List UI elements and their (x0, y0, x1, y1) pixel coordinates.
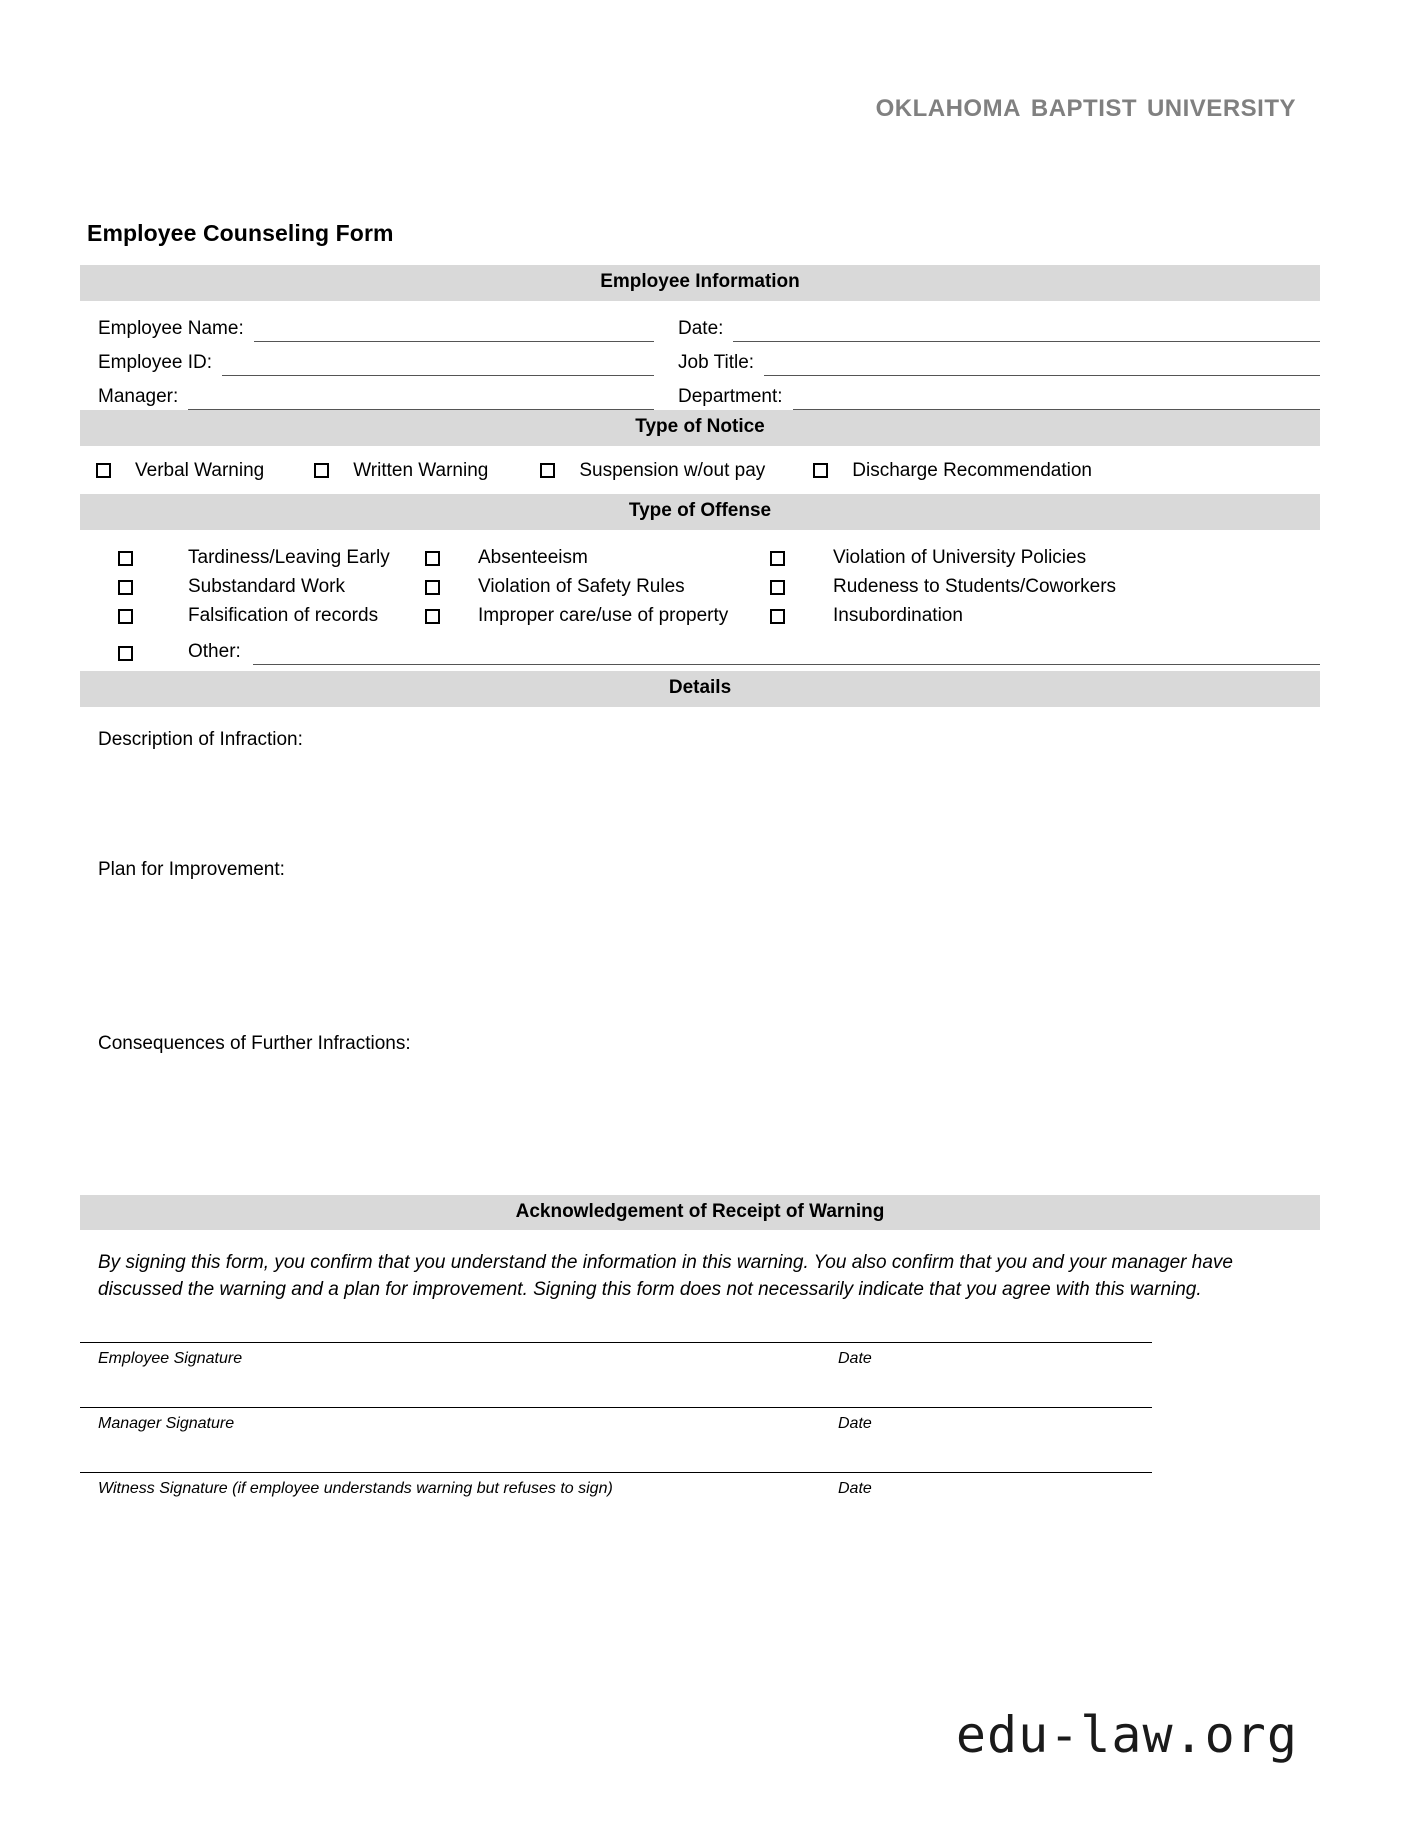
checkbox-option-other[interactable] (80, 631, 1320, 665)
checkbox-icon[interactable] (770, 580, 785, 595)
manager-field[interactable] (98, 386, 678, 410)
checkbox-icon[interactable] (118, 609, 133, 624)
form-body (80, 220, 1320, 1498)
checkbox-icon[interactable] (314, 463, 329, 478)
employee-id-input[interactable] (222, 353, 654, 376)
employee-signature-label: Employee Signature (98, 1350, 243, 1368)
type-of-offense-options (80, 530, 1320, 671)
employee-name-field[interactable] (98, 318, 678, 342)
checkbox-option-rudeness-to-students-coworkers[interactable] (770, 576, 1320, 598)
consequences-of-further-infractions-label: Consequences of Further Infractions: (98, 1032, 411, 1054)
manager-signature-block (80, 1407, 1320, 1433)
signature-gap (80, 1368, 1320, 1407)
other-offense-input[interactable] (253, 642, 1320, 665)
signature-gap (80, 1433, 1320, 1472)
watermark: edu-law.org (955, 1706, 1298, 1764)
checkbox-label: Insubordination (833, 605, 963, 627)
employee-id-field[interactable] (98, 352, 678, 376)
university-name: oklahoma baptist university (875, 86, 1296, 124)
employee-name-label: Employee Name: (98, 317, 244, 339)
signature-labels (80, 1408, 1320, 1433)
description-of-infraction-label: Description of Infraction: (98, 728, 303, 750)
witness-signature-block (80, 1472, 1320, 1498)
checkbox-label: Violation of University Policies (833, 547, 1087, 569)
checkbox-label: Falsification of records (188, 605, 379, 627)
type-of-notice-options (80, 446, 1320, 494)
checkbox-option-substandard-work[interactable] (80, 576, 425, 598)
checkbox-icon[interactable] (770, 609, 785, 624)
offense-row (80, 602, 1320, 631)
acknowledgement-body-text: By signing this form, you confirm that you understand the information in this warning. You also confirm that you and your manager have discussed the warning and a plan for improvement. Signing this form does not necessarily indicate that you agree with this warning. (98, 1252, 1233, 1301)
employee-signature-date-label: Date (838, 1350, 872, 1368)
section-header-employee-information: Employee Information (80, 265, 1320, 301)
checkbox-label: Improper care/use of property (478, 605, 729, 627)
checkbox-option-written-warning[interactable] (314, 460, 488, 482)
checkbox-option-tardiness-leaving-early[interactable] (80, 547, 425, 569)
checkbox-option-absenteeism[interactable] (425, 547, 770, 569)
offense-row (80, 573, 1320, 602)
info-row (80, 376, 1320, 410)
witness-signature-label: Witness Signature (if employee understands warning but refuses to sign) (98, 1480, 613, 1498)
signature-blocks (80, 1304, 1320, 1498)
checkbox-label: Absenteeism (478, 547, 588, 569)
signature-labels (80, 1343, 1320, 1368)
signature-labels (80, 1473, 1320, 1498)
manager-signature-label: Manager Signature (98, 1415, 235, 1433)
checkbox-label: Suspension w/out pay (579, 459, 766, 481)
manager-input[interactable] (188, 387, 654, 410)
job-title-input[interactable] (764, 353, 1320, 376)
employee-id-label: Employee ID: (98, 351, 213, 373)
job-title-label: Job Title: (678, 351, 755, 373)
checkbox-label: Tardiness/Leaving Early (188, 547, 390, 569)
date-input[interactable] (733, 319, 1320, 342)
section-header-details: Details (80, 671, 1320, 707)
checkbox-label: Substandard Work (188, 576, 346, 598)
checkbox-label: Discharge Recommendation (852, 459, 1092, 481)
witness-signature-date-label: Date (838, 1480, 872, 1498)
info-row (80, 308, 1320, 342)
manager-signature-date-label: Date (838, 1415, 872, 1433)
checkbox-option-insubordination[interactable] (770, 605, 1320, 627)
checkbox-option-violation-of-university-policies[interactable] (770, 547, 1320, 569)
plan-for-improvement-label: Plan for Improvement: (98, 858, 285, 880)
department-field[interactable] (678, 386, 1320, 410)
department-label: Department: (678, 385, 783, 407)
checkbox-option-improper-care-use-of-property[interactable] (425, 605, 770, 627)
checkbox-label: Rudeness to Students/Coworkers (833, 576, 1117, 598)
checkbox-option-discharge-recommendation[interactable] (813, 460, 1092, 482)
checkbox-label: Verbal Warning (135, 459, 265, 481)
employee-name-input[interactable] (254, 319, 654, 342)
checkbox-icon[interactable] (425, 580, 440, 595)
checkbox-icon[interactable] (813, 463, 828, 478)
checkbox-option-suspension-without-pay[interactable] (540, 460, 765, 482)
page-title: Employee Counseling Form (87, 220, 394, 246)
checkbox-option-verbal-warning[interactable] (96, 460, 264, 482)
details-writing-area[interactable] (80, 1055, 1320, 1195)
employee-signature-block (80, 1342, 1320, 1368)
checkbox-icon[interactable] (425, 551, 440, 566)
checkbox-option-falsification-of-records[interactable] (80, 605, 425, 627)
checkbox-icon[interactable] (540, 463, 555, 478)
checkbox-icon[interactable] (425, 609, 440, 624)
checkbox-icon[interactable] (96, 463, 111, 478)
date-field[interactable] (678, 318, 1320, 342)
section-header-acknowledgement: Acknowledgement of Receipt of Warning (80, 1195, 1320, 1231)
details-fields (80, 707, 1320, 1195)
date-label: Date: (678, 317, 724, 339)
checkbox-label: Violation of Safety Rules (478, 576, 685, 598)
checkbox-label: Other: (188, 640, 241, 662)
checkbox-option-violation-of-safety-rules[interactable] (425, 576, 770, 598)
checkbox-icon[interactable] (118, 551, 133, 566)
section-header-type-of-offense: Type of Offense (80, 494, 1320, 530)
checkbox-icon[interactable] (770, 551, 785, 566)
offense-row (80, 544, 1320, 573)
job-title-field[interactable] (678, 352, 1320, 376)
employee-information-fields (80, 301, 1320, 410)
info-row (80, 342, 1320, 376)
department-input[interactable] (793, 387, 1320, 410)
section-header-type-of-notice: Type of Notice (80, 410, 1320, 446)
manager-label: Manager: (98, 385, 179, 407)
checkbox-icon[interactable] (118, 580, 133, 595)
checkbox-label: Written Warning (353, 459, 489, 481)
checkbox-icon[interactable] (118, 646, 133, 661)
